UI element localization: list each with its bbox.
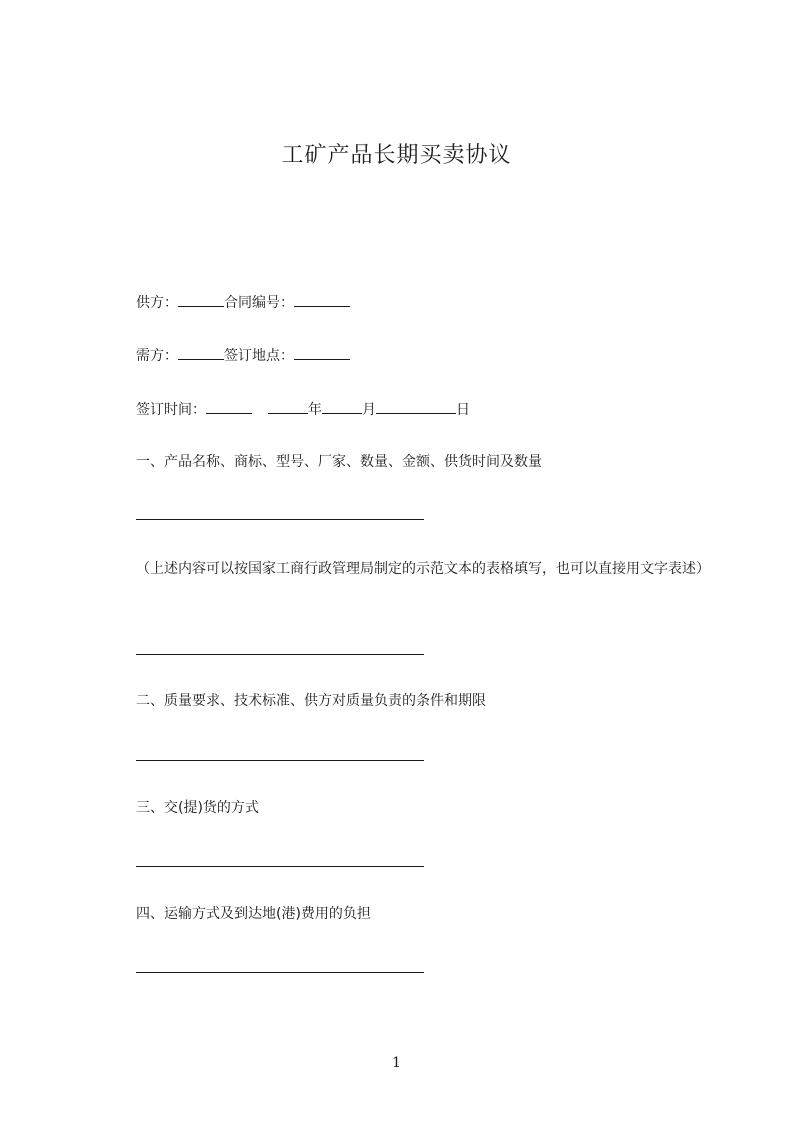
- supplier-line: [136, 290, 350, 314]
- sign-place-label: 签订地点：: [224, 348, 294, 364]
- sign-place-blank[interactable]: [294, 343, 350, 360]
- section-2-fill-line[interactable]: [136, 760, 424, 761]
- day-blank[interactable]: [376, 397, 456, 414]
- buyer-label: 需方：: [136, 348, 178, 364]
- month-blank[interactable]: [322, 397, 362, 414]
- section-2-heading: 二、质量要求、技术标准、供方对质量负责的条件和期限: [136, 693, 486, 709]
- section-4-heading: 四、运输方式及到达地(港)费用的负担: [136, 906, 371, 922]
- section-1-fill-line[interactable]: [136, 519, 424, 520]
- sign-time-label: 签订时间：: [136, 402, 206, 418]
- buyer-blank[interactable]: [178, 343, 224, 360]
- year-label: 年: [308, 402, 322, 418]
- sign-time-blank[interactable]: [206, 397, 252, 414]
- contract-no-blank[interactable]: [294, 290, 350, 307]
- note-paragraph: （上述内容可以按国家工商行政管理局制定的示范文本的表格填写，也可以直接用文字表述）: [136, 561, 710, 577]
- contract-no-label: 合同编号：: [224, 295, 294, 311]
- sign-time-line: [136, 397, 470, 421]
- month-label: 月: [362, 402, 376, 418]
- document-title: 工矿产品长期买卖协议: [281, 143, 512, 168]
- supplier-blank[interactable]: [178, 290, 224, 307]
- note-fill-line[interactable]: [136, 654, 424, 655]
- day-label: 日: [456, 402, 470, 418]
- section-3-fill-line[interactable]: [136, 866, 424, 867]
- supplier-label: 供方：: [136, 295, 178, 311]
- section-3-heading: 三、交(提)货的方式: [136, 800, 259, 816]
- page-number: 1: [392, 1055, 401, 1071]
- section-1-heading: 一、产品名称、商标、型号、厂家、数量、金额、供货时间及数量: [136, 454, 542, 470]
- buyer-line: [136, 343, 350, 367]
- section-4-fill-line[interactable]: [136, 972, 424, 973]
- year-blank[interactable]: [268, 397, 308, 414]
